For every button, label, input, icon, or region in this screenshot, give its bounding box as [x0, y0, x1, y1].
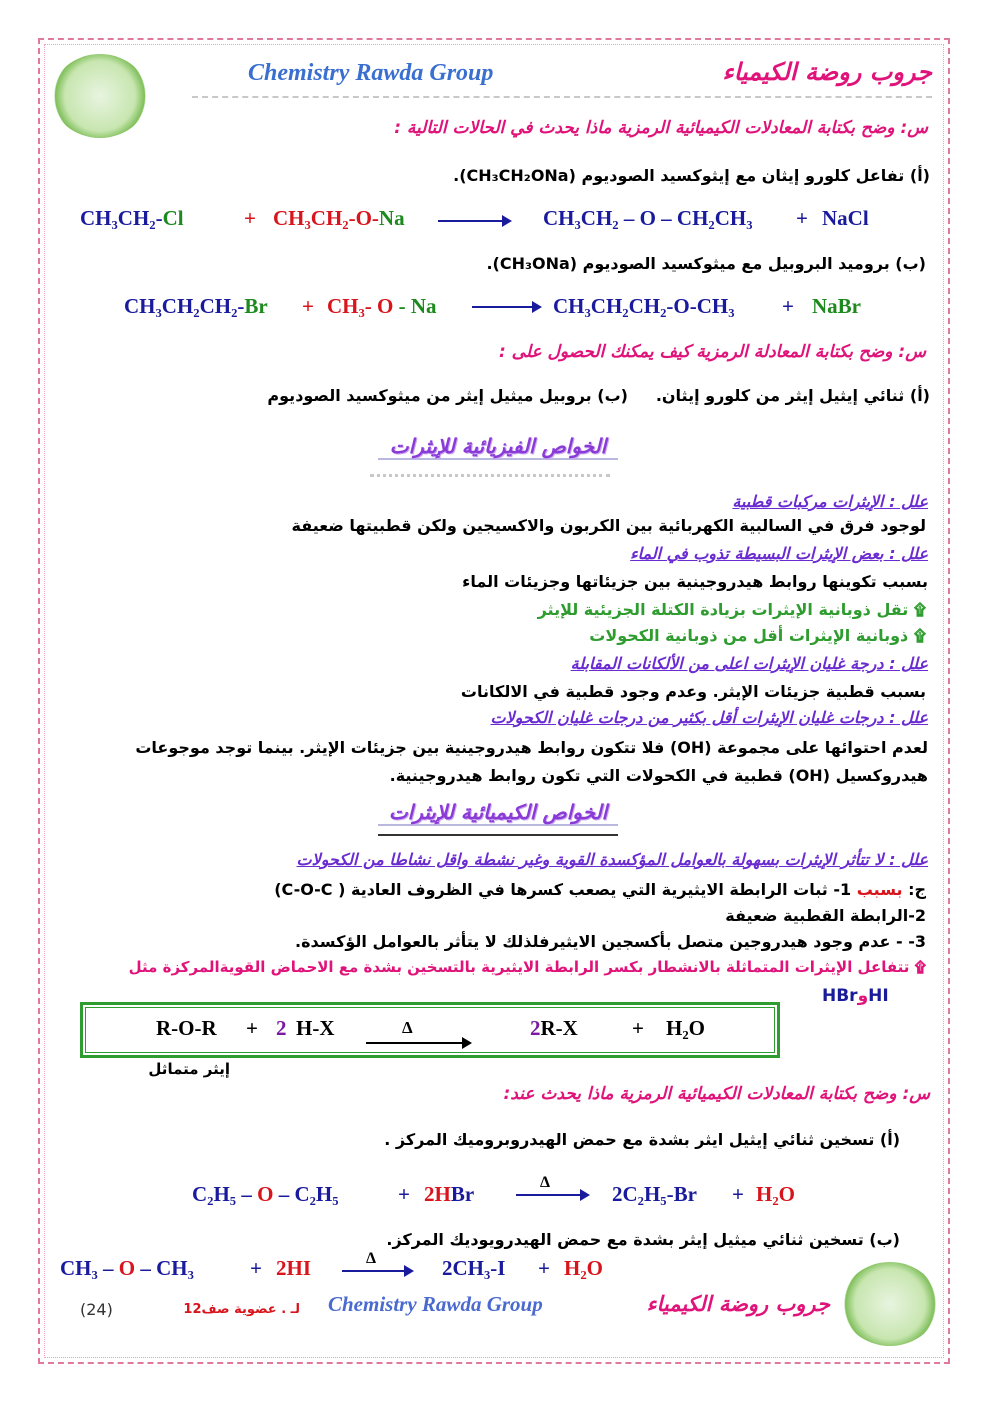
reason-1-question: علل : الإيثرات مركبات قطبية — [732, 492, 928, 511]
cleavage-note-line-2: HBrوHI — [822, 986, 889, 1006]
reason-4-answer-line-1: لعدم احتوائها على مجموعة (OH) فلا تتكون روابط هيدروجينية بين جزيئات الإيثر. بينما توجد موجوعات — [135, 738, 928, 757]
physical-properties-banner: الخواص الفيزيائية للإيثرات — [378, 434, 618, 460]
reason-1-answer: لوجود فرق في السالبية الكهربائية بين الكربون والاكسيجين ولكن قطبيتها ضعيفة — [291, 516, 926, 535]
question-1: س: وضح بكتابة المعادلات الكيميائية الرمزية ماذا يحدث في الحالات التالية : — [394, 118, 928, 138]
eq4-product-1: 2CH₃-I — [442, 1256, 506, 1280]
eq4-product-2: H₂O — [564, 1256, 603, 1280]
reason-5-question: علل : لا تتأثر الإيثرات بسهولة بالعوامل المؤكسدة القوية وغير نشطة واقل نشاطا من الكحولات — [296, 850, 928, 869]
q1-part-a: (أ) تفاعل كلورو إيثان مع إيثوكسيد الصوديوم (CH₃CH₂ONa). — [453, 166, 930, 185]
header-divider — [192, 96, 932, 98]
delta-icon: Δ — [540, 1174, 551, 1191]
q3-part-b: (ب) تسخين ثنائي ميثيل إيثر بشدة مع حمض الهيدرويوديك المركز. — [386, 1230, 900, 1249]
reaction-arrow-icon — [516, 1194, 588, 1196]
reason-2-answer: بسبب تكوينها روابط هيدروجينية بين جزيئاتها وجزيئات الماء — [462, 572, 928, 591]
eq1-plus: + — [244, 206, 256, 230]
box-product-1: 2R-X — [530, 1016, 578, 1040]
box-reactant-2: H-X — [296, 1016, 335, 1040]
eq3-plus-2: + — [732, 1182, 744, 1206]
eq2-product-1: CH₃CH₂CH₂-O-CH₃ — [553, 294, 735, 318]
eq3-plus: + — [398, 1182, 410, 1206]
reason-5-answer-2: 2-الرابطة القطبية ضعيفة — [725, 906, 926, 925]
eq3-reactant-2: 2HBr — [424, 1182, 475, 1206]
question-3: س: وضح بكتابة المعادلات الكيميائية الرمزية ماذا يحدث عند: — [503, 1084, 930, 1104]
note-2: ۩ ذوبانية الإيثرات أقل من ذوبانية الكحولات — [589, 626, 926, 645]
box-product-2: H₂O — [666, 1016, 705, 1040]
reason-5-answer-1: ج: بسبب 1- ثبات الرابطة الايثيرية التي يصعب كسرها في الظروف العادية ( C-O-C) — [274, 880, 926, 899]
reason-3-question: علل : درجة غليان الإيثرات اعلى من الألكانات المقابلة — [570, 654, 928, 673]
box-reactant-1: R-O-R — [156, 1016, 217, 1040]
eq1-plus-2: + — [796, 206, 808, 230]
box-plus-1: + — [246, 1016, 258, 1040]
reaction-arrow-icon — [366, 1042, 470, 1044]
reason-2-question: علل : بعض الإيثرات البسيطة تذوب في الماء — [630, 544, 928, 563]
cleavage-note-line-1: ۩ تتفاعل الإيثرات المتماثلة بالانشطار بكسر الرابطة الايثيرية بالتسخين بشدة مع الاحماض القويةالمركزة مثل — [128, 958, 926, 976]
reaction-arrow-icon — [438, 220, 510, 222]
eq2-plus: + — [302, 294, 314, 318]
delta-icon: Δ — [402, 1018, 413, 1037]
eq2-product-2: NaBr — [812, 294, 861, 318]
footer-title-ar: جروب روضة الكيمياء — [646, 1292, 830, 1316]
banner-decoration — [378, 834, 618, 836]
equation-1: CH₃CH₂-Cl — [80, 206, 184, 230]
equation-4: CH₃ – O – CH₃ — [60, 1256, 194, 1280]
reason-5-answer-3: 3- - عدم وجود هيدروجين متصل بأكسجين الايثيرفلذلك لا يتأثر بالعوامل الؤكسدة. — [295, 932, 926, 951]
reason-4-answer-line-2: هيدروكسيل (OH) قطبية في الكحولات التي تكون روابط هيدروجينية. — [389, 766, 928, 785]
banner-decoration — [370, 474, 610, 487]
eq1-reactant-2: CH₃CH₂-O-Na — [273, 206, 405, 230]
eq4-plus-2: + — [538, 1256, 550, 1280]
equation-3: C₂H₅ – O – C₂H₅ — [192, 1182, 339, 1206]
page-border-inner — [44, 44, 944, 1358]
eq4-plus: + — [250, 1256, 262, 1280]
eq1-product-1: CH₃CH₂ – O – CH₂CH₃ — [543, 206, 753, 230]
reaction-arrow-icon — [342, 1270, 412, 1272]
eq3-product-2: H₂O — [756, 1182, 795, 1206]
footer-title-en: Chemistry Rawda Group — [328, 1292, 543, 1316]
header-title-en: Chemistry Rawda Group — [248, 60, 494, 86]
page-number: (24) — [80, 1300, 113, 1319]
symmetric-ether-caption: إيثر متماثل — [148, 1060, 230, 1078]
equation-2: CH₃CH₂CH₂-Br — [124, 294, 268, 318]
header-title-ar: جروب روضة الكيمياء — [722, 58, 932, 86]
reason-3-answer: بسبب قطبية جزيئات الإيثر. وعدم وجود قطبية في الالكانات — [460, 682, 926, 701]
reason-4-question: علل : درجات غليان الإيثرات أقل بكثير من درجات غليان الكحولات — [490, 708, 928, 727]
reaction-arrow-icon — [472, 306, 540, 308]
eq4-reactant-2: 2HI — [276, 1256, 312, 1280]
eq2-reactant-2: CH₃- O - Na — [327, 294, 437, 318]
course-label: لـ . عضوية صف12 — [183, 1302, 300, 1317]
eq2-plus-2: + — [782, 294, 794, 318]
q1-part-b: (ب) بروميد البروبيل مع ميثوكسيد الصوديوم (CH₃ONa). — [486, 254, 926, 273]
chemical-properties-banner: الخواص الكيميائية للإيثرات — [378, 800, 618, 826]
eq3-product-1: 2C₂H₅-Br — [612, 1182, 697, 1206]
question-2: س: وضح بكتابة المعادلة الرمزية كيف يمكنك الحصول على : — [498, 342, 926, 362]
q2-items: (أ) ثنائي إيثيل إيثر من كلورو إيثان. (ب) بروبيل ميثيل إيثر من ميثوكسيد الصوديوم — [267, 386, 930, 405]
q3-part-a: (أ) تسخين ثنائي إيثيل ايثر بشدة مع حمض الهيدروبروميك المركز . — [384, 1130, 900, 1149]
delta-icon: Δ — [366, 1250, 377, 1267]
box-plus-2: + — [632, 1016, 644, 1040]
eq1-product-2: NaCl — [822, 206, 869, 230]
logo-icon — [842, 1262, 938, 1346]
box-coefficient: 2 — [276, 1016, 287, 1040]
note-1: ۩ تقل ذوبانية الإيثرات بزيادة الكتلة الجزيئية للإيثر — [537, 600, 926, 619]
